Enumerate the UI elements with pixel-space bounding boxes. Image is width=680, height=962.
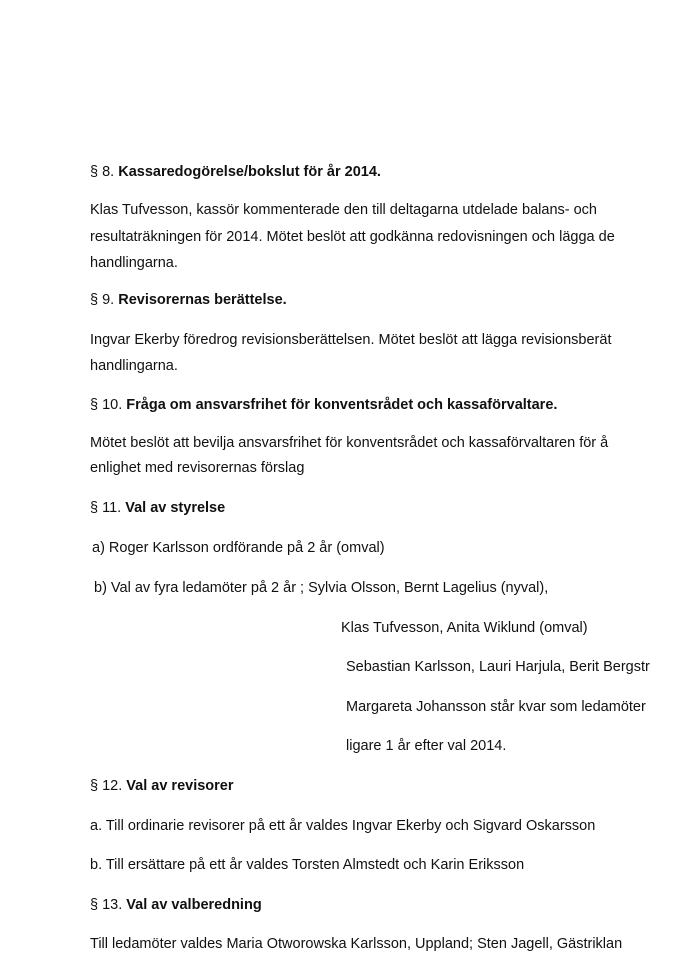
list-item-continuation: Sebastian Karlsson, Lauri Harjula, Berit Bergstr [346, 659, 650, 675]
paragraph-line: Klas Tufvesson, kassör kommenterade den till deltagarna utdelade balans- och [90, 202, 597, 218]
section-heading-9 [90, 290, 287, 310]
paragraph-line: enlighet med revisorernas förslag [90, 460, 305, 476]
list-item-b: b. Till ersättare på ett år valdes Torsten Almstedt och Karin Eriksson [90, 857, 525, 873]
section-title: Val av styrelse [125, 500, 226, 516]
paragraph-line: Till ledamöter valdes Maria Otworowska Karlsson, Uppland; Sten Jagell, Gästriklan [90, 936, 623, 952]
paragraph-line: resultaträkningen för 2014. Mötet beslöt att godkänna redovisningen och lägga de [90, 229, 615, 245]
paragraph-line: Ingvar Ekerby föredrog revisionsberättelsen. Mötet beslöt att lägga revisionsberät [90, 332, 612, 348]
section-title: Val av revisorer [126, 778, 234, 794]
section-title: Revisorernas berättelse. [118, 292, 287, 308]
section-number: § 8. [90, 164, 115, 180]
paragraph-line: handlingarna. [90, 358, 178, 374]
section-title: Kassaredogörelse/bokslut för år 2014. [118, 164, 381, 180]
list-item-continuation: ligare 1 år efter val 2014. [346, 738, 507, 754]
section-number: § 11. [90, 500, 122, 516]
list-item-b: b) Val av fyra ledamöter på 2 år ; Sylvia Olsson, Bernt Lagelius (nyval), [94, 580, 549, 596]
section-heading-12 [90, 776, 234, 796]
list-item-continuation: Margareta Johansson står kvar som ledamöter [346, 699, 646, 715]
list-item-continuation: Klas Tufvesson, Anita Wiklund (omval) [341, 620, 588, 636]
section-heading-11 [90, 498, 225, 518]
section-number: § 13. [90, 897, 123, 913]
paragraph-line: Mötet beslöt att bevilja ansvarsfrihet för konventsrådet och kassaförvaltaren för å [90, 435, 609, 451]
list-item-a: a. Till ordinarie revisorer på ett år valdes Ingvar Ekerby och Sigvard Oskarsson [90, 818, 596, 834]
section-heading-13 [90, 895, 262, 915]
paragraph-line: handlingarna. [90, 255, 178, 271]
section-number: § 12. [90, 778, 123, 794]
section-heading-10 [90, 395, 557, 415]
section-number: § 10. [90, 397, 123, 413]
section-title: Fråga om ansvarsfrihet för konventsrådet och kassaförvaltare. [126, 397, 558, 413]
section-number: § 9. [90, 292, 115, 308]
section-title: Val av valberedning [126, 897, 262, 913]
section-heading-8 [90, 162, 381, 182]
list-item-a: a) Roger Karlsson ordförande på 2 år (omval) [92, 540, 385, 556]
